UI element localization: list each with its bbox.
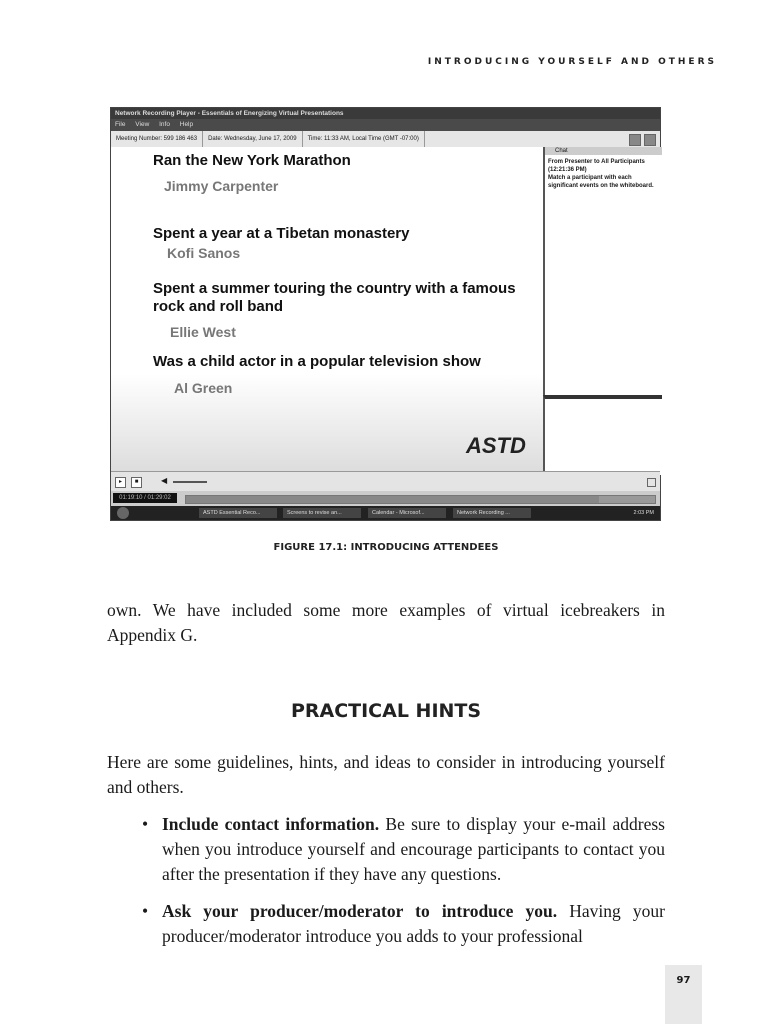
progress-fill bbox=[186, 496, 599, 503]
slide-event: Spent a year at a Tibetan monastery bbox=[153, 225, 410, 242]
paragraph: own. We have included some more examples of virtual icebreakers in Appendix G. bbox=[107, 600, 665, 645]
playback-controls bbox=[111, 471, 660, 492]
slide-event: Spent a summer touring the country with a famous rock and roll band bbox=[153, 280, 516, 315]
slide-name: Al Green bbox=[174, 380, 233, 396]
bullet-dot: • bbox=[142, 901, 149, 921]
menu-view[interactable]: View bbox=[135, 121, 150, 128]
astd-logo: ASTD bbox=[466, 433, 526, 458]
taskbar-item[interactable]: Calendar - Microsof... bbox=[368, 508, 446, 518]
menu-bar bbox=[111, 119, 660, 131]
layout-icon[interactable] bbox=[629, 134, 641, 146]
bullet-lead: Include contact information. bbox=[162, 814, 380, 834]
slide-name: Kofi Sanos bbox=[167, 245, 241, 261]
menu-info[interactable]: Info bbox=[159, 121, 170, 128]
paragraph: Here are some guidelines, hints, and ideas to consider in introducing yourself and others. bbox=[107, 752, 665, 797]
chat-stamp: (12:21:36 PM) bbox=[548, 167, 587, 173]
bullet-text: Having your producer/moderator introduce you adds to your professional bbox=[162, 901, 665, 946]
progress-track[interactable] bbox=[185, 495, 656, 504]
recording-player-screenshot bbox=[110, 107, 661, 521]
taskbar-item[interactable]: Network Recording ... bbox=[453, 508, 531, 518]
taskbar-item[interactable]: Screens to revise an... bbox=[283, 508, 361, 518]
slide-event: Was a child actor in a popular television show bbox=[153, 353, 481, 370]
playback-time: 01:19:10 / 01:29:02 bbox=[113, 493, 177, 503]
taskbar-item[interactable]: ASTD Essential Reco... bbox=[199, 508, 277, 518]
chat-message: Match a participant with each significant events on the whiteboard. bbox=[548, 175, 654, 189]
close-icon[interactable] bbox=[647, 478, 656, 487]
figure-caption: FIGURE 17.1: INTRODUCING ATTENDEES bbox=[273, 542, 499, 553]
bullet-lead: Ask your producer/moderator to introduce you. bbox=[162, 901, 558, 921]
slide-event: Ran the New York Marathon bbox=[153, 152, 351, 169]
volume-icon: ◀ bbox=[161, 476, 168, 485]
bullet-item bbox=[142, 899, 665, 949]
bullet-item bbox=[142, 812, 665, 887]
chat-title: Chat bbox=[545, 147, 662, 155]
bullet-dot: • bbox=[142, 814, 149, 834]
bullet-text: Be sure to display your e-mail address when you introduce yourself and encourage participants to contact you after the presentation if they have any questions. bbox=[162, 814, 665, 884]
section-heading: PRACTICAL HINTS bbox=[290, 700, 482, 722]
stop-button[interactable]: ■ bbox=[131, 477, 142, 488]
window-title: Network Recording Player - Essentials of Energizing Virtual Presentations bbox=[111, 108, 660, 119]
start-button[interactable] bbox=[117, 507, 129, 519]
page-number: 97 bbox=[665, 965, 702, 1024]
running-head: INTRODUCING YOURSELF AND OTHERS bbox=[427, 57, 717, 67]
taskbar bbox=[111, 506, 660, 520]
menu-file[interactable]: File bbox=[115, 121, 126, 128]
meeting-time: Time: 11:33 AM, Local Time (GMT -07:00) bbox=[303, 131, 425, 147]
menu-help[interactable]: Help bbox=[179, 121, 194, 128]
whiteboard-slide bbox=[111, 147, 543, 471]
play-button[interactable]: ▸ bbox=[115, 477, 126, 488]
meeting-number: Meeting Number: 599 186 463 bbox=[111, 131, 203, 147]
volume-slider[interactable] bbox=[173, 481, 207, 483]
chat-panel bbox=[543, 147, 662, 395]
body-text bbox=[107, 598, 665, 949]
timeline bbox=[111, 491, 660, 506]
chat-input-area[interactable] bbox=[543, 395, 662, 475]
clock: 2:03 PM bbox=[633, 510, 654, 516]
meeting-date: Date: Wednesday, June 17, 2009 bbox=[203, 131, 303, 147]
slide-name: Ellie West bbox=[170, 324, 236, 340]
chat-from: From Presenter to All Participants bbox=[548, 159, 645, 165]
slide-name: Jimmy Carpenter bbox=[164, 178, 279, 194]
info-bar bbox=[111, 131, 660, 148]
document-icon[interactable] bbox=[644, 134, 656, 146]
